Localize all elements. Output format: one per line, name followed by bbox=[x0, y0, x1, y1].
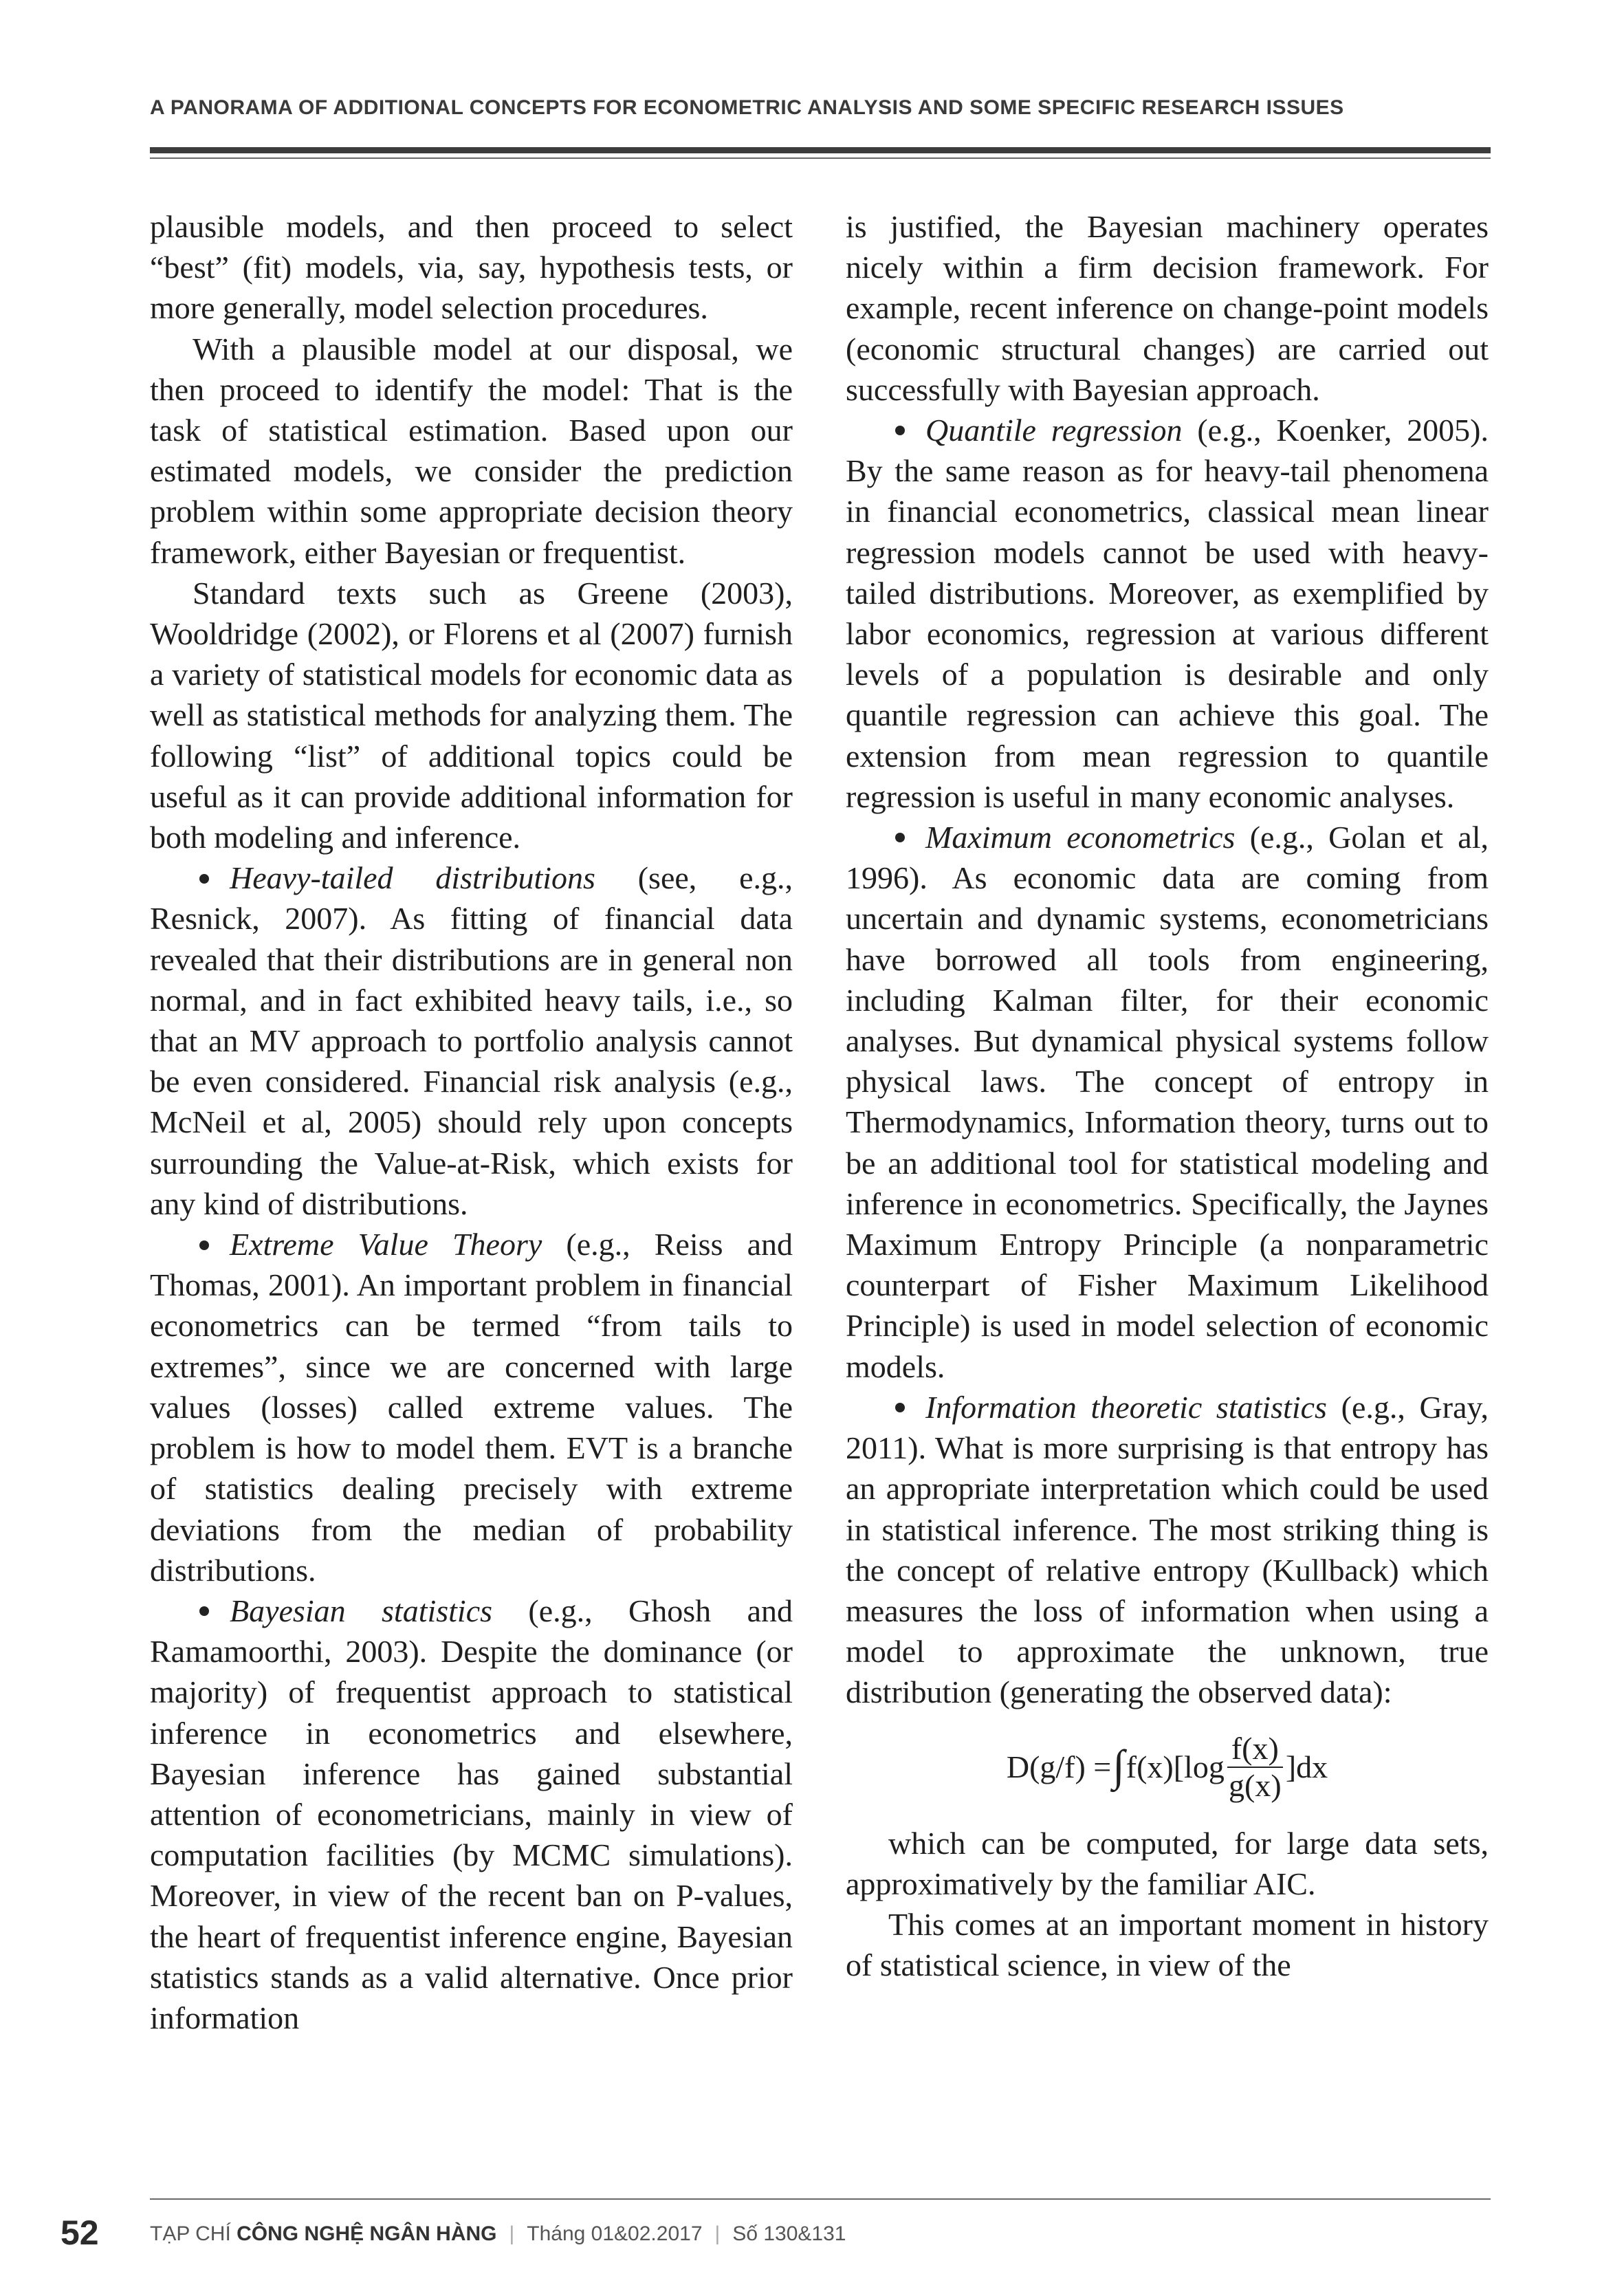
left-paragraph-1: plausible models, and then proceed to select “best” (fit) models, via, say, hypothesis tests, or more generally, model selection procedures. bbox=[150, 209, 793, 326]
bullet-text: (see, e.g., Resnick, 2007). As fitting of financial data revealed that their distributions are in general non normal, and in fact exhibited heavy tails, i.e., so that an MV approach to portfolio analysis cannot be even considered. Financial risk analysis (e.g., McNeil et al, 2005) should rely upon concepts surrounding the Value-at-Risk, which exists for any kind of distributions. bbox=[150, 860, 793, 1221]
left-paragraph-3: Standard texts such as Greene (2003), Wooldridge (2002), or Florens et al (2007) furnish a variety of statistical models for economic data as well as statistical methods for analyzing them. The following “list” of additional topics could be useful as it can provide additional information for both modeling and inference. bbox=[150, 575, 793, 855]
bullet-maximum-econometrics bbox=[846, 817, 1489, 1387]
left-paragraph-2: With a plausible model at our disposal, we then proceed to identify the model: That is the task of statistical estimation. Based upon our estimated models, we consider the prediction problem within some appropriate decision theory framework, either Bayesian or frequentist. bbox=[150, 331, 793, 570]
bullet-text: (e.g., Golan et al, 1996). As economic data are coming from uncertain and dynamic systems, econometricians have borrowed all tools from engineering, including Kalman filter, for their economic analyses. But dynamical physical systems follow physical laws. The concept of entropy in Thermodynamics, Information theory, turns out to be an additional tool for statistical modeling and inference in econometrics. Specifically, the Jaynes Maximum Entropy Principle (a nonparametric counterpart of Fisher Maximum Likelihood Principle) is used in model selection of economic models. bbox=[846, 820, 1489, 1384]
bullet-term: Bayesian statistics bbox=[230, 1593, 493, 1628]
bullet-quantile bbox=[846, 410, 1489, 817]
left-column bbox=[150, 206, 793, 2038]
formula-denominator: g(x) bbox=[1229, 1767, 1282, 1803]
footer-rule bbox=[150, 2198, 1491, 2200]
kullback-formula bbox=[846, 1716, 1489, 1819]
bullet-text: (e.g., Gray, 2011). What is more surprising is that entropy has an appropriate interpretation which could be used in statistical inference. The most striking thing is the concept of relative entropy (Kullback) which measures the loss of information when using a model to approximate the unknown, true distribution (generating the observed data): bbox=[846, 1389, 1489, 1710]
bullet-dot-icon bbox=[895, 833, 905, 842]
bullet-dot-icon bbox=[199, 1240, 209, 1250]
formula-rhs: ]dx bbox=[1285, 1749, 1328, 1784]
bullet-dot-icon bbox=[895, 426, 905, 435]
bullet-term: Information theoretic statistics bbox=[925, 1389, 1327, 1425]
bullet-dot-icon bbox=[199, 874, 209, 884]
bullet-term: Heavy-tailed distributions bbox=[230, 860, 595, 896]
bullet-text: (e.g., Koenker, 2005). By the same reason as for heavy-tail phenomena in financial econometrics, classical mean linear regression models cannot be used with heavy-tailed distributions. Moreover, as exemplified by labor economics, regression at various different levels of a population is desirable and only quantile regression can achieve this goal. The extension from mean regression to quantile regression is useful in many economic analyses. bbox=[846, 413, 1489, 814]
issue-number: Số 130&131 bbox=[732, 2222, 846, 2245]
formula-mid: f(x)[log bbox=[1126, 1749, 1225, 1784]
header-rule-thin bbox=[150, 157, 1491, 159]
journal-footer bbox=[150, 2222, 846, 2246]
bullet-extreme-value bbox=[150, 1224, 793, 1590]
bullet-heavy-tailed bbox=[150, 857, 793, 1224]
right-paragraph-1: is justified, the Bayesian machinery operates nicely within a firm decision framework. For example, recent inference on change-point models (economic structural changes) are carried out successfully with Bayesian approach. bbox=[846, 209, 1489, 407]
formula-numerator: f(x) bbox=[1227, 1731, 1283, 1768]
formula-lhs: D(g/f) = bbox=[1006, 1749, 1112, 1784]
bullet-dot-icon bbox=[895, 1403, 905, 1412]
bullet-information-theoretic bbox=[846, 1387, 1489, 1713]
bullet-text: (e.g., Reiss and Thomas, 2001). An important problem in financial econometrics can be termed “from tails to extremes”, since we are concerned with large values (losses) called extreme values. The problem is how to model them. EVT is a branche of statistics dealing precisely with extreme deviations from the median of probability distributions. bbox=[150, 1227, 793, 1588]
bullet-term: Quantile regression bbox=[925, 413, 1183, 448]
journal-name: CÔNG NGHỆ NGÂN HÀNG bbox=[237, 2222, 497, 2245]
page-number: 52 bbox=[61, 2213, 99, 2252]
header-rule-thick bbox=[150, 147, 1491, 153]
footer-separator: | bbox=[509, 2222, 515, 2245]
footer-separator: | bbox=[714, 2222, 721, 2245]
right-paragraph-after-formula: which can be computed, for large data sets, approximatively by the familiar AIC. bbox=[846, 1825, 1489, 1901]
bullet-bayesian bbox=[150, 1590, 793, 2038]
bullet-term: Extreme Value Theory bbox=[230, 1227, 542, 1262]
bullet-term: Maximum econometrics bbox=[925, 820, 1236, 855]
right-paragraph-last: This comes at an important moment in history of statistical science, in view of the bbox=[846, 1906, 1489, 1983]
running-header: A PANORAMA OF ADDITIONAL CONCEPTS FOR ECONOMETRIC ANALYSIS AND SOME SPECIFIC RESEARCH ISSUES bbox=[150, 96, 1344, 119]
bullet-text: (e.g., Ghosh and Ramamoorthi, 2003). Despite the dominance (or majority) of frequentist approach to statistical inference in econometrics and elsewhere, Bayesian inference has gained substantial attention of econometricians, mainly in view of computation facilities (by MCMC simulations). Moreover, in view of the recent ban on P-values, the heart of frequentist inference engine, Bayesian statistics stands as a valid alternative. Once prior information bbox=[150, 1593, 793, 2035]
bullet-dot-icon bbox=[199, 1606, 209, 1616]
integral-sign: ∫ bbox=[1112, 1740, 1125, 1790]
right-column bbox=[846, 206, 1489, 1985]
issue-month: Tháng 01&02.2017 bbox=[527, 2222, 703, 2245]
journal-prefix: TẠP CHÍ bbox=[150, 2222, 237, 2245]
formula-fraction bbox=[1227, 1731, 1283, 1804]
